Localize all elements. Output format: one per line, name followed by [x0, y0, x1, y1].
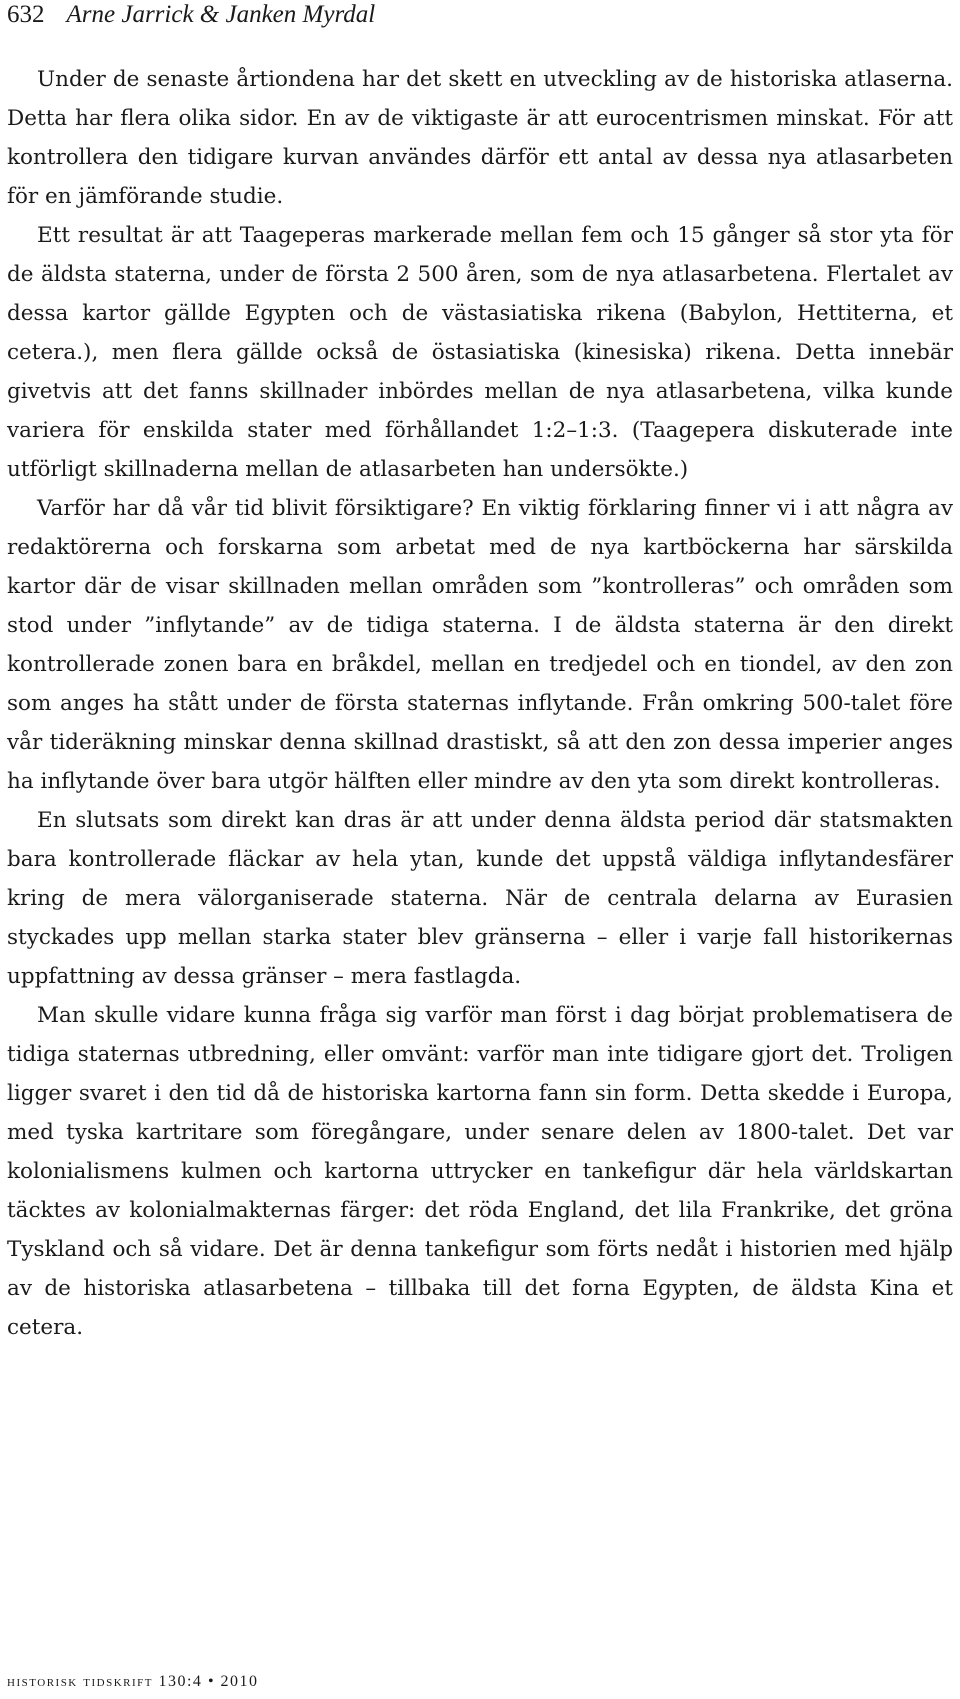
paragraph: En slutsats som direkt kan dras är att under denna äldsta period där statsmakten bara kontrollerade fläckar av hela ytan, kunde det uppstå väldiga inflytandesfärer kring de mera välorganiserade staterna. När de centrala delarna av Eurasien styckades upp mellan starka stater blev gränserna – eller i varje fall historikernas uppfattning av dessa gränser – mera fastlagda.: [7, 808, 953, 989]
journal-name: historisk tidskrift: [7, 1673, 153, 1690]
journal-issue: 130:4: [158, 1673, 203, 1690]
paragraph: Varför har då vår tid blivit försiktigare? En viktig förklaring finner vi i att några av redaktörerna och forskarna som arbetat med de nya kartböckerna har särskilda kartor där de visar skillnaden mellan områden som ”kontrolleras” och områden som stod under ”inflytande” av de tidiga staterna. I de äldsta staterna är den direkt kontrollerade zonen bara en bråkdel, mellan en tredjedel och en tiondel, av den zon som anges ha stått under de första staternas inflytande. Från omkring 500-talet före vår tideräkning minskar denna skillnad drastiskt, så att den zon dessa imperier anges ha inflytande över bara utgör hälften eller mindre av den yta som direkt kontrolleras.: [7, 496, 953, 794]
journal-year: 2010: [220, 1673, 259, 1690]
paragraph: Man skulle vidare kunna fråga sig varför man först i dag börjat problematisera de tidiga staternas utbredning, eller omvänt: varför man inte tidigare gjort det. Troligen ligger svaret i den tid då de historiska kartorna fann sin form. Detta skedde i Europa, med tyska kartritare som föregångare, under senare delen av 1800-talet. Det var kolonialismens kulmen och kartorna uttrycker en tankefigur där hela världskartan täcktes av kolonialmakternas färger: det röda England, det lila Frankrike, det gröna Tyskland och så vidare. Det är denna tankefigur som förts nedåt i historien med hjälp av de historiska atlasarbetena – tillbaka till det forna Egypten, de äldsta Kina et cetera.: [7, 1003, 953, 1340]
paragraph: Ett resultat är att Taageperas markerade mellan fem och 15 gånger så stor yta för de äldsta staterna, under de första 2 500 åren, som de nya atlasarbetena. Flertalet av dessa kartor gällde Egypten och de västasiatiska rikena (Babylon, Hettiterna, et cetera.), men flera gällde också de östasiatiska (kinesiska) rikena. Detta innebär givetvis att det fanns skillnader inbördes mellan de nya atlasarbetena, vilka kunde variera för enskilda stater med förhållandet 1:2–1:3. (Taagepera diskuterade inte utförligt skillnaderna mellan de atlasarbeten han undersökte.): [7, 223, 953, 482]
footer-separator: •: [207, 1673, 216, 1690]
page-header: [7, 0, 375, 34]
page-number: 632: [7, 1, 45, 28]
article-body: [7, 60, 953, 1347]
running-head-authors: Arne Jarrick & Janken Myrdal: [66, 1, 376, 28]
paragraph: Under de senaste årtiondena har det skett en utveckling av de historiska atlaserna. Detta har flera olika sidor. En av de viktigaste är att eurocentrismen minskat. För att kontrollera den tidigare kurvan användes därför ett antal av dessa nya atlasarbeten för en jämförande studie.: [7, 67, 953, 209]
page-footer: [7, 1673, 259, 1691]
